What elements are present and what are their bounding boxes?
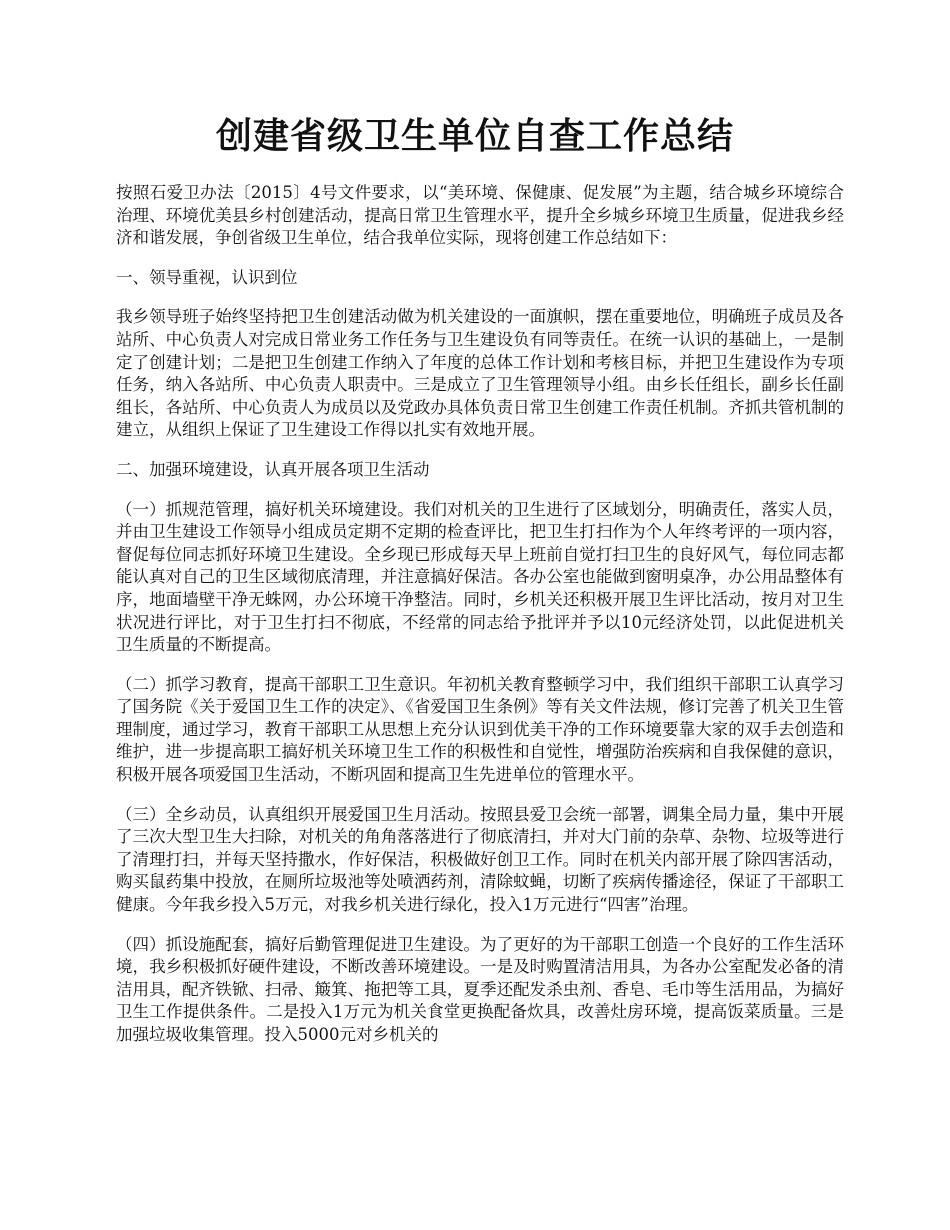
subsection-1-paragraph: （一）抓规范管理，搞好机关环境建设。我们对机关的卫生进行了区域划分，明确责任，落实人员，并由卫生建设工作领导小组成员定期不定期的检查评比，把卫生打扫作为个人年终考评的一项内容，督促每位同志抓好环境卫生建设。全乡现已形成每天早上班前自觉打扫卫生的良好风气，每位同志都能认真对自己的卫生区域彻底清理，并注意搞好保洁。各办公室也能做到窗明桌净，办公用品整体有序，地面墙壁干净无蛛网，办公环境干净整洁。同时，乡机关还积极开展卫生评比活动，按月对卫生状况进行评比，对于卫生打扫不彻底，不经常的同志给予批评并予以10元经济处罚，以此促进机关卫生质量的不断提高。 xyxy=(116,499,844,655)
subsection-3-paragraph: （三）全乡动员，认真组织开展爱国卫生月活动。按照县爱卫会统一部署，调集全局力量，集中开展了三次大型卫生大扫除，对机关的角角落落进行了彻底清扫，并对大门前的杂草、杂物、垃圾等进行了清理打扫，并每天坚持撒水，作好保洁，积极做好创卫工作。同时在机关内部开展了除四害活动，购买鼠药集中投放，在厕所垃圾池等处喷洒药剂，清除蚊蝇，切断了疾病传播途径，保证了干部职工健康。今年我乡投入5万元，对我乡机关进行绿化，投入1万元进行“四害”治理。 xyxy=(116,804,844,915)
section-1-paragraph: 我乡领导班子始终坚持把卫生创建活动做为机关建设的一面旗帜，摆在重要地位，明确班子成员及各站所、中心负责人对完成日常业务工作任务与卫生建设负有同等责任。在统一认识的基础上，一是制定了创建计划；二是把卫生创建工作纳入了年度的总体工作计划和考核目标，并把卫生建设作为专项任务，纳入各站所、中心负责人职责中。三是成立了卫生管理领导小组。由乡长任组长，副乡长任副组长，各站所、中心负责人为成员以及党政办具体负责日常卫生创建工作责任机制。齐抓共管机制的建立，从组织上保证了卫生建设工作得以扎实有效地开展。 xyxy=(116,307,844,440)
subsection-2-paragraph: （二）抓学习教育，提高干部职工卫生意识。年初机关教育整顿学习中，我们组织干部职工认真学习了国务院《关于爱国卫生工作的决定》、《省爱国卫生条例》等有关文件法规，修订完善了机关卫生管理制度，通过学习，教育干部职工从思想上充分认识到优美干净的工作环境要靠大家的双手去创造和维护，进一步提高职工搞好机关环境卫生工作的积极性和自觉性，增强防治疾病和自我保健的意识，积极开展各项爱国卫生活动，不断巩固和提高卫生先进单位的管理水平。 xyxy=(116,674,844,785)
subsection-4-paragraph: （四）抓设施配套，搞好后勤管理促进卫生建设。为了更好的为干部职工创造一个良好的工作生活环境，我乡积极抓好硬件建设，不断改善环境建设。一是及时购置清洁用具，为各办公室配发必备的清洁用具，配齐铁锨、扫帚、簸箕、拖把等工具，夏季还配发杀虫剂、香皂、毛巾等生活用品，为搞好卫生工作提供条件。二是投入1万元为机关食堂更换配备炊具，改善灶房环境，提高饭菜质量。三是加强垃圾收集管理。投入5000元对乡机关的 xyxy=(116,934,844,1044)
document-body xyxy=(116,182,844,1064)
section-heading-1: 一、领导重视，认识到位 xyxy=(116,267,298,287)
section-heading-2: 二、加强环境建设，认真开展各项卫生活动 xyxy=(116,459,430,479)
intro-paragraph: 按照石爱卫办法〔2015〕4号文件要求，以“美环境、保健康、促发展”为主题，结合城乡环境综合治理、环境优美县乡村创建活动，提高日常卫生管理水平，提升全乡城乡环境卫生质量，促进我乡经济和谐发展，争创省级卫生单位，结合我单位实际，现将创建工作总结如下： xyxy=(116,183,844,248)
document-title: 创建省级卫生单位自查工作总结 xyxy=(215,115,734,157)
